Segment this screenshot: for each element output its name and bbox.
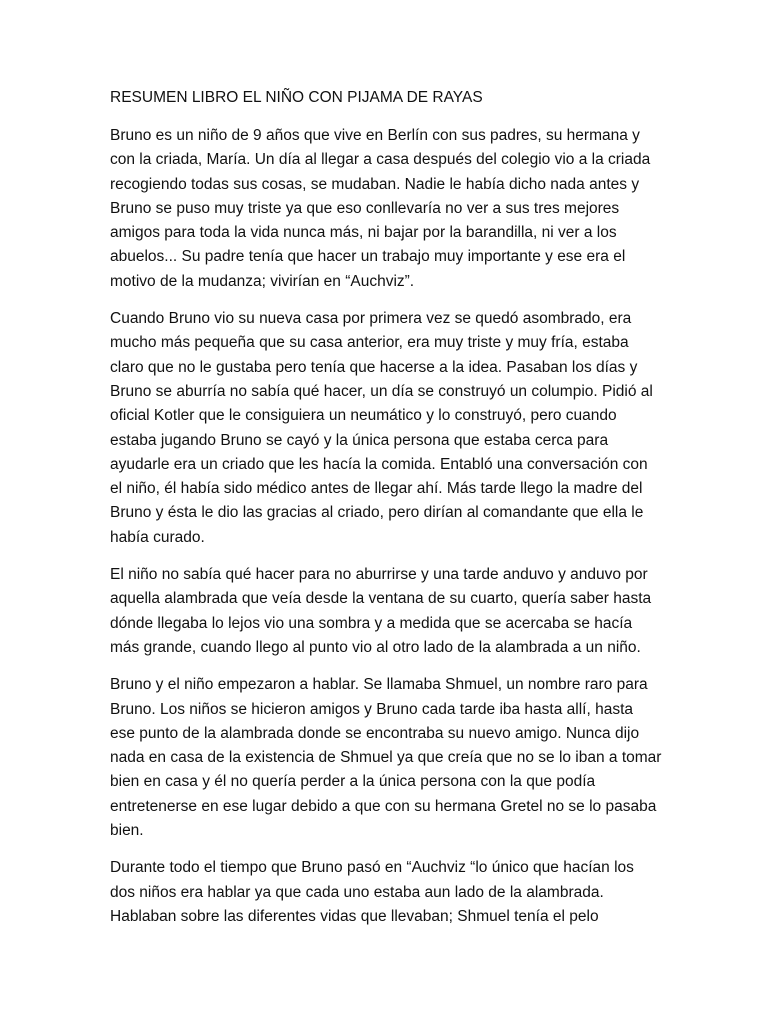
- paragraph-3: El niño no sabía qué hacer para no aburrirse y una tarde anduvo y anduvo por aquella alambrada que veía desde la ventana de su cuarto, quería saber hasta dónde llegaba lo lejos vio una sombra y a medida que se acercaba se hacía más grande, cuando llego al punto vio al otro lado de la alambrada a un niño.: [110, 566, 652, 656]
- paragraph-5: Durante todo el tiempo que Bruno pasó en “Auchviz “lo único que hacían los dos niños era hablar ya que cada uno estaba aun lado de la alambrada. Hablaban sobre las diferentes vidas que llevaban; Shmuel tenía el pelo: [110, 859, 634, 925]
- paragraph-4: Bruno y el niño empezaron a hablar. Se llamaba Shmuel, un nombre raro para Bruno. Los niños se hicieron amigos y Bruno cada tarde iba hasta allí, hasta ese punto de la alambrada donde se encontraba su nuevo amigo. Nunca dijo nada en casa de la existencia de Shmuel ya que creía que no se lo iban a tomar bien en casa y él no quería perder a la única persona con la que podía entretenerse en ese lugar debido a que con su hermana Gretel no se lo pasaba bien.: [110, 676, 662, 840]
- paragraph-2: Cuando Bruno vio su nueva casa por primera vez se quedó asombrado, era mucho más pequeña que su casa anterior, era muy triste y muy fría, estaba claro que no le gustaba pero tenía que hacerse a la idea. Pasaban los días y Bruno se aburría no sabía qué hacer, un día se construyó un columpio. Pidió al oficial Kotler que le consiguiera un neumático y lo construyó, pero cuando estaba jugando Bruno se cayó y la única persona que estaba cerca para ayudarle era un criado que les hacía la comida. Entabló una conversación con el niño, él había sido médico antes de llegar ahí. Más tarde llego la madre del Bruno y ésta le dio las gracias al criado, pero dirían al comandante que ella le había curado.: [110, 310, 653, 546]
- document-title: RESUMEN LIBRO EL NIÑO CON PIJAMA DE RAYAS: [110, 89, 483, 106]
- paragraph-1: Bruno es un niño de 9 años que vive en Berlín con sus padres, su hermana y con la criada, María. Un día al llegar a casa después del colegio vio a la criada recogiendo todas sus cosas, se mudaban. Nadie le había dicho nada antes y Bruno se puso muy triste ya que eso conllevaría no ver a sus tres mejores amigos para toda la vida nunca más, ni bajar por la barandilla, ni ver a los abuelos... Su padre tenía que hacer un trabajo muy importante y ese era el motivo de la mudanza; vivirían en “Auchviz”.: [110, 127, 651, 290]
- document-page: [110, 86, 662, 942]
